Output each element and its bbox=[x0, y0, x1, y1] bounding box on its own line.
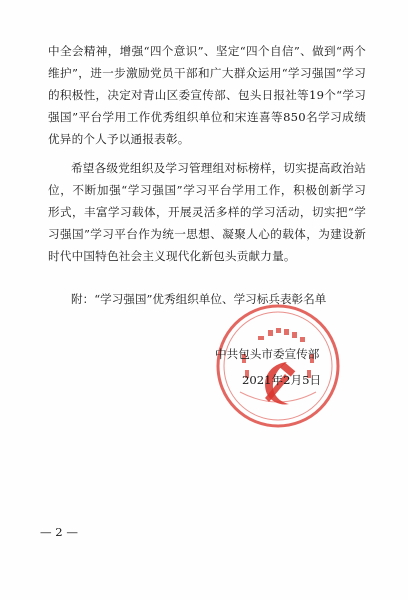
issuing-authority: 中共包头市委宣传部 bbox=[215, 347, 320, 361]
official-seal-stamp bbox=[212, 300, 344, 432]
attachment-note: 附：“学习强国”优秀组织单位、学习标兵表彰名单 bbox=[71, 292, 327, 306]
body-paragraph-2: 希望各级党组织及学习管理组对标榜样，切实提高政治站位，不断加强“学习强国”学习平台学用工作，积极创新学习形式，丰富学习载体，开展灵活多样的学习活动，切实把“学习强国”学习平台作为统一思想、凝聚人心的载体，为建设新时代中国特色社会主义现代化新包头贡献力量。 bbox=[48, 161, 366, 263]
page-number: — 2 — bbox=[40, 525, 78, 539]
issue-date: 2021年2月5日 bbox=[242, 373, 322, 387]
body-paragraph-1: 中全会精神，增强“四个意识”、坚定“四个自信”、做到“两个维护”，进一步激励党员干部和广大群众运用“学习强国”学习的积极性，决定对青山区委宣传部、包头日报社等19个“学习强国”平台学用工作优秀组织单位和宋连喜等850名学习成绩优异的个人予以通报表彰。 bbox=[48, 44, 366, 146]
